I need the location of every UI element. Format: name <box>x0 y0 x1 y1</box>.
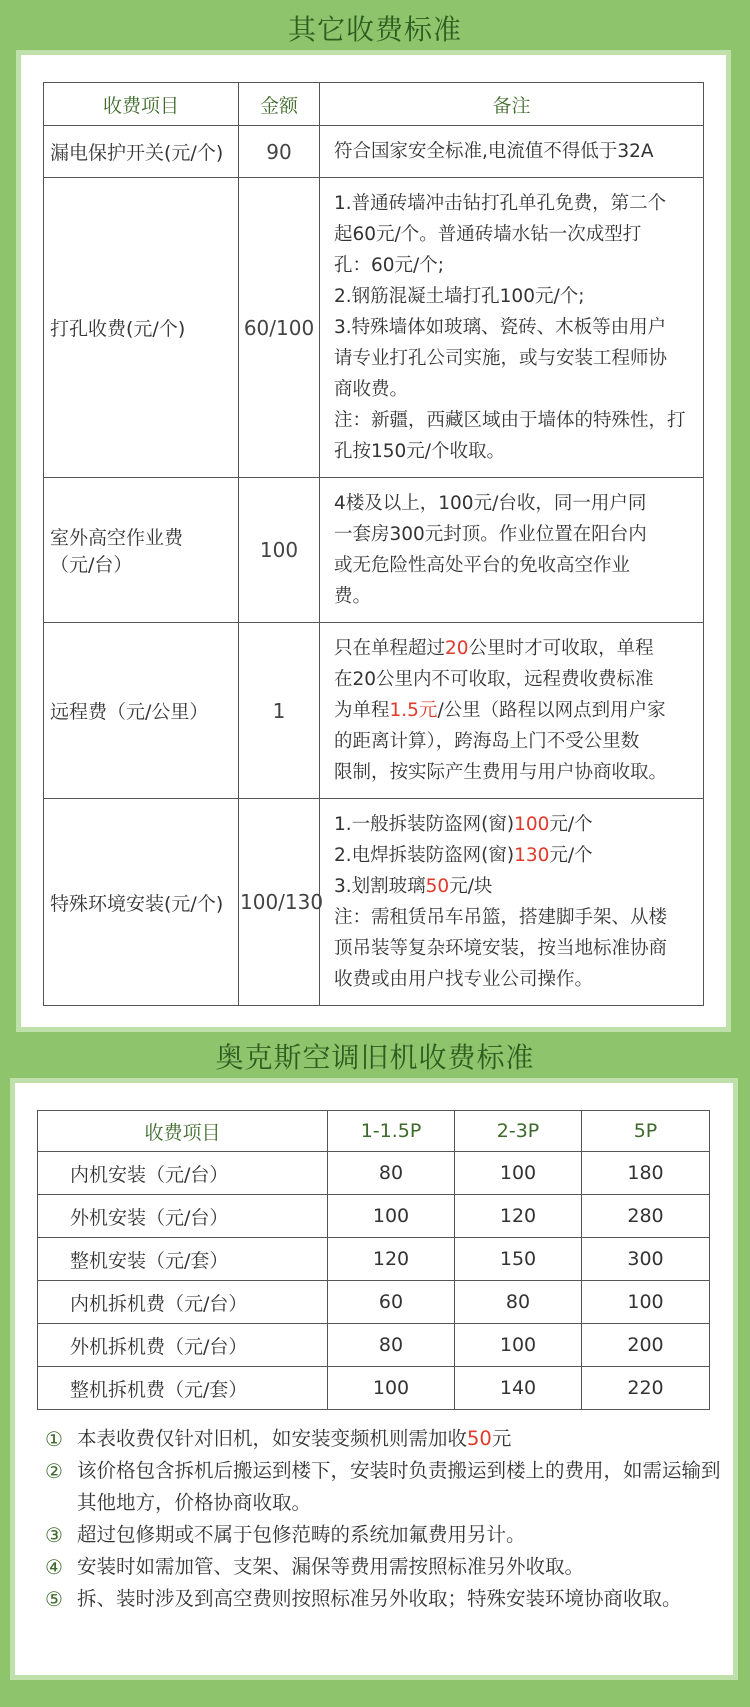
price-item-cell: 整机安装（元/套） <box>38 1238 328 1281</box>
table-row <box>38 1324 710 1367</box>
fee-item-label: 特殊环境安装(元/个) <box>50 892 224 915</box>
price-value-cell: 120 <box>328 1238 455 1281</box>
note-text-part: /公里（路程以网点到用户家 <box>437 700 666 721</box>
fee-item-label: 室外高空作业费 <box>50 527 184 549</box>
price-value-cell: 80 <box>328 1324 455 1367</box>
table-row <box>44 126 704 178</box>
fee-note-line <box>334 964 693 995</box>
table-header-row <box>44 83 704 126</box>
footnote-text <box>77 1423 735 1455</box>
price-item-cell: 外机安装（元/台） <box>38 1195 328 1238</box>
note-text-part: 4楼及以上，100元/台收，同一用户同 <box>334 493 647 514</box>
fee-item-cell <box>44 799 239 1006</box>
fee-item-label: 打孔收费(元/个) <box>50 318 186 340</box>
note-text-part: 符合国家安全标准,电流值不得低于32A <box>334 141 654 162</box>
note-text-part: 超过包修期或不属于包修范畴的系统加氟费用另计。 <box>77 1523 526 1546</box>
footnote-text <box>77 1455 735 1519</box>
fee-amount: 100 <box>239 478 320 623</box>
highlight-text: 1.5元 <box>389 700 438 721</box>
price-item-cell: 内机安装（元/台） <box>38 1152 328 1195</box>
header-2-3p: 2-3P <box>455 1111 582 1152</box>
fee-note-line <box>334 312 693 343</box>
footnote-item <box>45 1519 735 1551</box>
table-row <box>38 1195 710 1238</box>
highlight-text: 50 <box>425 876 450 897</box>
fee-note-line <box>334 250 693 281</box>
fee-item-cell <box>44 126 239 178</box>
price-item-cell: 内机拆机费（元/台） <box>38 1281 328 1324</box>
price-value-cell: 80 <box>455 1281 582 1324</box>
table-row <box>38 1238 710 1281</box>
old-unit-price-body <box>38 1152 710 1410</box>
price-value-cell: 100 <box>328 1195 455 1238</box>
header-item: 收费项目 <box>38 1111 328 1152</box>
section-title-old-unit-fees: 奥克斯空调旧机收费标准 <box>215 1041 535 1074</box>
note-text-part: 收费或由用户找专业公司操作。 <box>334 969 594 990</box>
fee-note-line <box>334 664 693 695</box>
price-value-cell: 200 <box>582 1324 710 1367</box>
fee-note-line <box>334 519 693 550</box>
table-row <box>44 178 704 478</box>
fee-note-line <box>334 488 693 519</box>
note-text-part: 2.钢筋混凝土墙打孔100元/个; <box>334 286 585 307</box>
price-value-cell: 220 <box>582 1367 710 1410</box>
fee-note-line <box>334 633 693 664</box>
footnote-number: ② <box>45 1459 63 1483</box>
fee-item-label: 远程费（元/公里） <box>50 701 209 723</box>
fee-note-line <box>334 757 693 788</box>
footnotes-list <box>45 1423 735 1615</box>
highlight-text: 130 <box>514 845 550 866</box>
other-fees-table <box>43 82 704 1006</box>
price-value-cell: 120 <box>455 1195 582 1238</box>
price-value-cell: 80 <box>328 1152 455 1195</box>
footnote-item <box>45 1583 735 1615</box>
fee-note-line <box>334 840 693 871</box>
fee-note-cell <box>320 126 704 178</box>
note-text-part: 商收费。 <box>334 379 409 400</box>
section-title-other-fees: 其它收费标准 <box>287 13 462 46</box>
footnote-number: ⑤ <box>45 1587 63 1611</box>
fee-note-line <box>334 809 693 840</box>
price-item-cell: 整机拆机费（元/套） <box>38 1367 328 1410</box>
fee-note-line <box>334 219 693 250</box>
fee-note-cell <box>320 623 704 799</box>
note-text-part: 安装时如需加管、支架、漏保等费用需按照标准另外收取。 <box>77 1555 585 1578</box>
footnote-item <box>45 1455 735 1519</box>
note-text-part: 费。 <box>334 586 372 607</box>
fee-item-label: （元/台） <box>50 554 133 576</box>
note-text-part: 只在单程超过 <box>334 638 446 659</box>
fee-note-line <box>334 902 693 933</box>
fee-item-cell <box>44 478 239 623</box>
note-text-part: 元 <box>491 1427 512 1450</box>
note-text-part: 元/块 <box>449 876 493 897</box>
price-value-cell: 100 <box>582 1281 710 1324</box>
note-text-part: 为单程 <box>334 700 390 721</box>
table-row <box>38 1281 710 1324</box>
note-text-part: 该价格包含拆机后搬运到楼下，安装时负责搬运到楼上的费用，如需运输到其他地方，价格协商收取。 <box>77 1459 721 1514</box>
fee-note-line <box>334 343 693 374</box>
table-row <box>38 1152 710 1195</box>
note-text-part: 2.电焊拆装防盗网(窗) <box>334 845 515 866</box>
footnote-item <box>45 1423 735 1455</box>
price-value-cell: 100 <box>328 1367 455 1410</box>
header-note: 备注 <box>320 83 704 126</box>
footnote-number: ④ <box>45 1555 63 1579</box>
fee-amount: 100/130 <box>239 799 320 1006</box>
fee-note-line <box>334 188 693 219</box>
footnote-text <box>77 1583 735 1615</box>
fee-note-line <box>334 933 693 964</box>
note-text-part: 公里时才可收取，单程 <box>468 638 654 659</box>
other-fees-panel <box>16 50 731 1032</box>
header-5p: 5P <box>582 1111 710 1152</box>
note-text-part: 或无危险性高处平台的免收高空作业 <box>334 555 631 576</box>
footnote-text <box>77 1519 735 1551</box>
note-text-part: 顶吊装等复杂环境安装，按当地标准协商 <box>334 938 668 959</box>
fee-note-line <box>334 726 693 757</box>
fee-note-line <box>334 136 693 167</box>
table-row <box>38 1367 710 1410</box>
note-text-part: 的距离计算），跨海岛上门不受公里数 <box>334 731 640 752</box>
fee-item-cell <box>44 178 239 478</box>
fee-note-line <box>334 436 693 467</box>
price-value-cell: 60 <box>328 1281 455 1324</box>
table-row <box>44 478 704 623</box>
fee-note-line <box>334 871 693 902</box>
fee-item-label: 漏电保护开关(元/个) <box>50 142 224 164</box>
fee-note-line <box>334 281 693 312</box>
price-value-cell: 150 <box>455 1238 582 1281</box>
price-value-cell: 100 <box>455 1152 582 1195</box>
note-text-part: 孔按150元/个收取。 <box>334 441 506 462</box>
note-text-part: 在20公里内不可收取，远程费收费标准 <box>334 669 654 690</box>
price-value-cell: 140 <box>455 1367 582 1410</box>
fee-note-cell <box>320 478 704 623</box>
footnote-number: ③ <box>45 1523 63 1547</box>
table-row <box>44 623 704 799</box>
highlight-text: 50 <box>467 1427 492 1450</box>
highlight-text: 100 <box>514 814 550 835</box>
fee-amount: 90 <box>239 126 320 178</box>
note-text-part: 1.普通砖墙冲击钻打孔单孔免费，第二个 <box>334 193 667 214</box>
price-value-cell: 300 <box>582 1238 710 1281</box>
footnote-item <box>45 1551 735 1583</box>
note-text-part: 元/个 <box>549 845 593 866</box>
footnote-text <box>77 1551 735 1583</box>
fee-amount: 1 <box>239 623 320 799</box>
note-text-part: 本表收费仅针对旧机，如安装变频机则需加收 <box>77 1427 468 1450</box>
note-text-part: 一套房300元封顶。作业位置在阳台内 <box>334 524 647 545</box>
fee-note-line <box>334 550 693 581</box>
fee-amount: 60/100 <box>239 178 320 478</box>
fee-note-line <box>334 405 693 436</box>
highlight-text: 20 <box>445 638 469 659</box>
note-text-part: 注：需租赁吊车吊篮，搭建脚手架、从楼 <box>334 907 668 928</box>
note-text-part: 3.划割玻璃 <box>334 876 426 897</box>
table-header-row <box>38 1111 710 1152</box>
header-1-1.5p: 1-1.5P <box>328 1111 455 1152</box>
price-value-cell: 280 <box>582 1195 710 1238</box>
price-value-cell: 100 <box>455 1324 582 1367</box>
footnote-number: ① <box>45 1427 63 1451</box>
note-text-part: 请专业打孔公司实施，或与安装工程师协 <box>334 348 668 369</box>
price-value-cell: 180 <box>582 1152 710 1195</box>
other-fees-body <box>44 126 704 1006</box>
note-text-part: 元/个 <box>549 814 593 835</box>
note-text-part: 限制，按实际产生费用与用户协商收取。 <box>334 762 668 783</box>
fee-note-line <box>334 581 693 612</box>
old-unit-fees-panel <box>10 1078 738 1680</box>
note-text-part: 3.特殊墙体如玻璃、瓷砖、木板等由用户 <box>334 317 667 338</box>
header-amount: 金额 <box>239 83 320 126</box>
note-text-part: 注：新疆，西藏区域由于墙体的特殊性，打 <box>334 410 686 431</box>
fee-note-line <box>334 374 693 405</box>
fee-note-line <box>334 695 693 726</box>
header-item: 收费项目 <box>44 83 239 126</box>
fee-item-cell <box>44 623 239 799</box>
note-text-part: 1.一般拆装防盗网(窗) <box>334 814 515 835</box>
old-unit-price-table <box>37 1110 710 1410</box>
fee-note-cell <box>320 799 704 1006</box>
note-text-part: 起60元/个。普通砖墙水钻一次成型打 <box>334 224 642 245</box>
price-item-cell: 外机拆机费（元/台） <box>38 1324 328 1367</box>
note-text-part: 孔：60元/个; <box>334 255 445 276</box>
fee-note-cell <box>320 178 704 478</box>
table-row <box>44 799 704 1006</box>
note-text-part: 拆、装时涉及到高空费则按照标准另外收取；特殊安装环境协商收取。 <box>77 1587 682 1610</box>
